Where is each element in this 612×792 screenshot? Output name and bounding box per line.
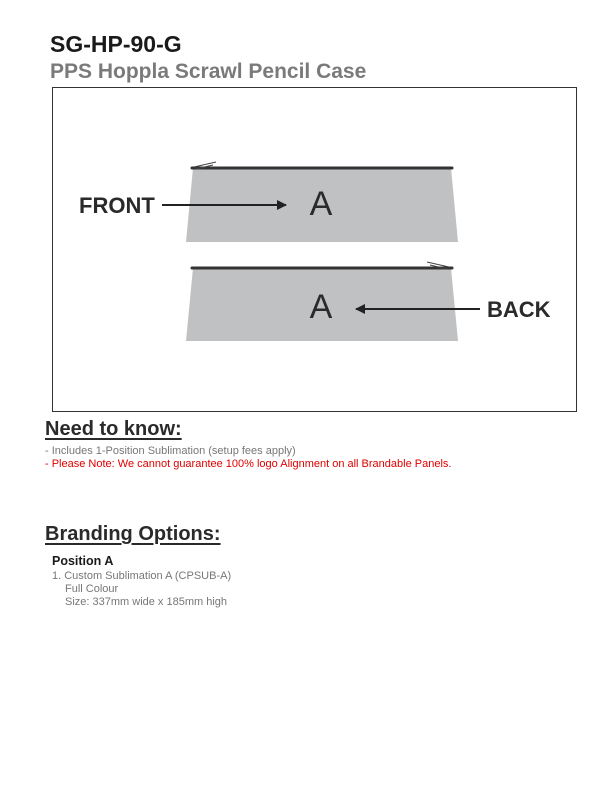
product-name: PPS Hoppla Scrawl Pencil Case bbox=[50, 60, 367, 83]
branding-option bbox=[52, 570, 231, 609]
option-line: 1. Custom Sublimation A (CPSUB-A) bbox=[52, 570, 232, 582]
option-size: Size: 337mm wide x 185mm high bbox=[65, 596, 228, 608]
need-to-know-heading: Need to know: bbox=[45, 418, 182, 440]
position-a-title: Position A bbox=[52, 554, 114, 568]
front-position-letter: A bbox=[309, 185, 333, 223]
back-pencil-case bbox=[186, 262, 458, 341]
branding-options-heading: Branding Options: bbox=[45, 523, 221, 545]
list-item: - Please Note: We cannot guarantee 100% logo Alignment on all Brandable Panels. bbox=[45, 458, 452, 470]
product-diagram-frame bbox=[52, 87, 577, 412]
back-position-letter: A bbox=[309, 288, 333, 326]
option-colour: Full Colour bbox=[65, 583, 119, 595]
back-label: BACK bbox=[487, 297, 551, 322]
need-to-know-list bbox=[45, 445, 451, 471]
product-sku: SG-HP-90-G bbox=[50, 31, 182, 57]
product-diagram bbox=[53, 88, 578, 413]
front-pencil-case bbox=[186, 162, 458, 242]
list-item: - Includes 1-Position Sublimation (setup fees apply) bbox=[45, 445, 296, 457]
front-label: FRONT bbox=[79, 193, 155, 218]
